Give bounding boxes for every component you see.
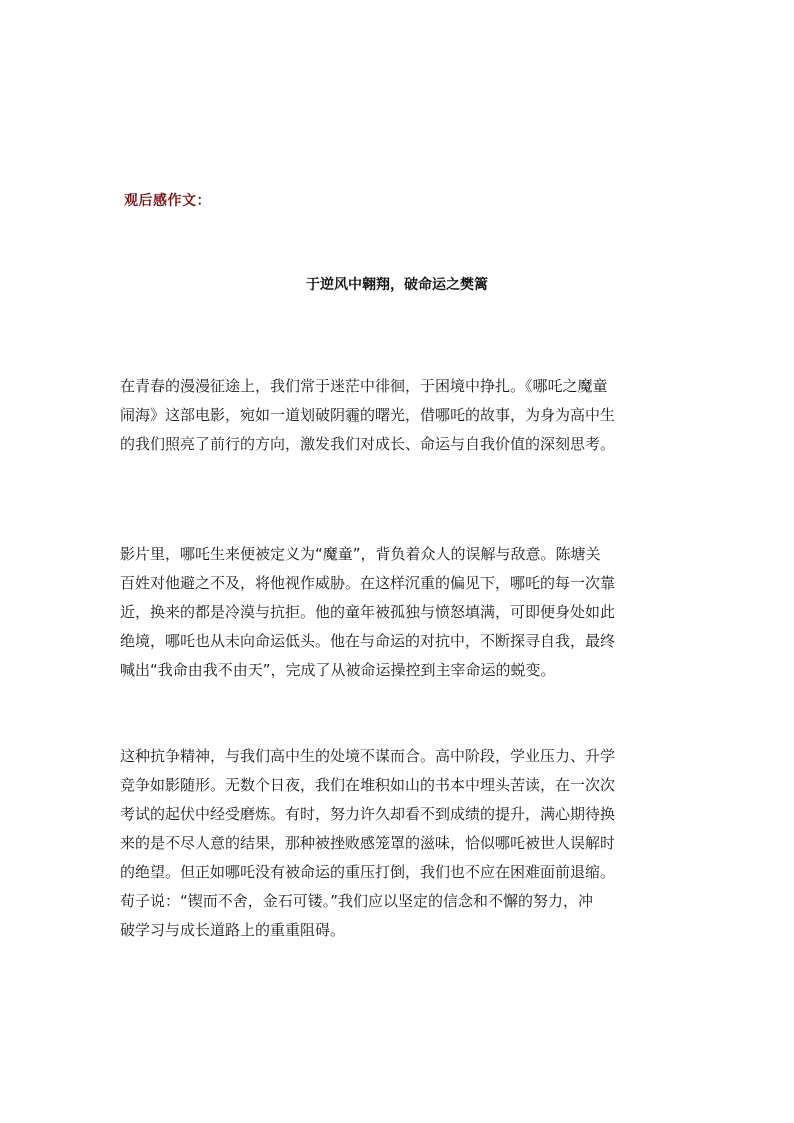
paragraph-line: 来的是不尽人意的结果，那种被挫败感笼罩的滋味，恰似哪吒被世人误解时 — [120, 834, 616, 852]
paragraph-line: 竞争如影随形。无数个日夜，我们在堆积如山的书本中埋头苦读，在一次次 — [120, 776, 616, 794]
paragraph-line: 近，换来的都是冷漠与抗拒。他的童年被孤独与愤怒填满，可即便身处如此 — [120, 603, 616, 621]
paragraph-line: 百姓对他避之不及，将他视作威胁。在这样沉重的偏见下，哪吒的每一次靠 — [120, 574, 616, 592]
paragraph-line: 这种抗争精神，与我们高中生的处境不谋而合。高中阶段，学业压力、升学 — [120, 747, 616, 765]
paragraph-line: 破学习与成长道路上的重重阻碍。 — [120, 921, 346, 939]
essay-title: 于逆风中翱翔，破命运之樊篱 — [306, 277, 488, 293]
paragraph-1 — [120, 372, 680, 459]
paragraph-line: 的我们照亮了前行的方向，激发我们对成长、命运与自我价值的深刻思考。 — [120, 435, 616, 453]
paragraph-line: 闹海》这部电影，宛如一道划破阴霾的曙光，借哪吒的故事，为身为高中生 — [120, 406, 616, 424]
section-label: 观后感作文： — [124, 193, 211, 209]
paragraph-line: 荀子说：“锲而不舍，金石可镂。”我们应以坚定的信念和不懈的努力，冲 — [120, 892, 594, 910]
paragraph-line: 的绝望。但正如哪吒没有被命运的重压打倒，我们也不应在困难面前退缩。 — [120, 863, 616, 881]
paragraph-line: 影片里，哪吒生来便被定义为“魔童”，背负着众人的误解与敌意。陈塘关 — [120, 545, 601, 563]
paragraph-2 — [120, 540, 680, 685]
paragraph-line: 绝境，哪吒也从未向命运低头。他在与命运的对抗中，不断探寻自我，最终 — [120, 632, 616, 650]
paragraph-line: 考试的起伏中经受磨炼。有时，努力许久却看不到成绩的提升，满心期待换 — [120, 805, 616, 823]
paragraph-line: 喊出“我命由我不由天”，完成了从被命运操控到主宰命运的蜕变。 — [120, 661, 556, 679]
paragraph-3 — [120, 742, 680, 945]
paragraph-line: 在青春的漫漫征途上，我们常于迷茫中徘徊，于困境中挣扎。《哪吒之魔童 — [120, 377, 608, 395]
